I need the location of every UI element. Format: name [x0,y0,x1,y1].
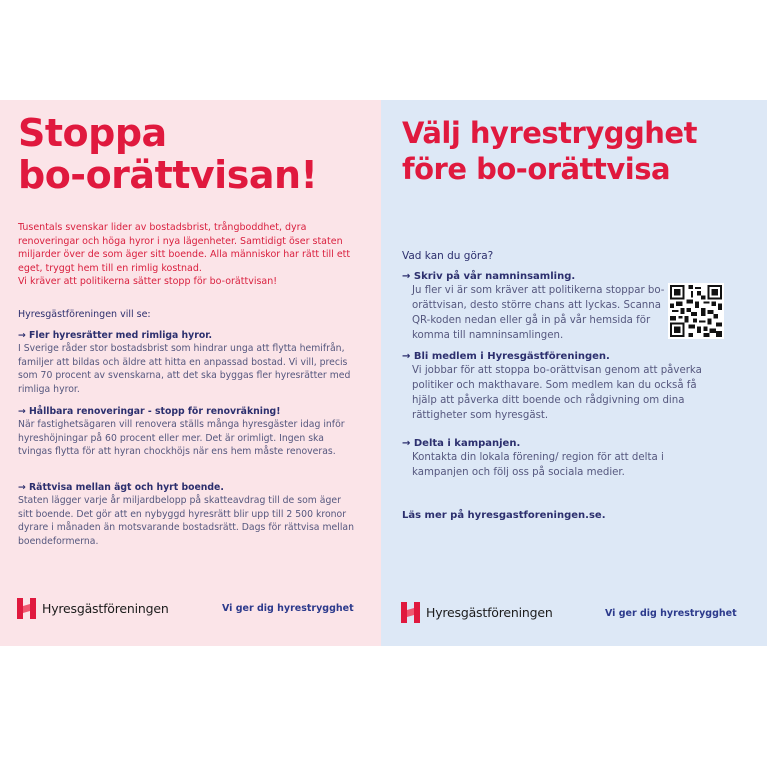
right-panel [381,100,767,646]
left-title [18,112,317,196]
hyresgastforeningen-logo [17,598,169,619]
action-item [402,437,702,480]
action-item [402,350,702,423]
read-more-link[interactable]: Läs mer på hyresgastforeningen.se. [402,510,606,521]
right-title-line2: före bo-orättvisa [402,152,671,186]
action-body: Vi jobbar för att stoppa bo-orättvisan genom att påverka politiker och makthavare. Som medlem kan du också få hjälp att påverka ditt boende och rådgivning om dina rättigheter som hyresgäst. [412,365,702,421]
right-title [402,115,697,187]
action-heading: → Skriv på vår namninsamling. [402,271,576,282]
h-logo-icon [17,598,36,619]
demand-body: I Sverige råder stor bostadsbrist som hindrar unga att flytta hemifrån, familjer att bildas och äldre att hitta en anpassad bostad. Vi vill, precis som 70 procent av svenskarna, att det ska byggas fler hyresrätter med rimliga hyror. [18,343,351,395]
intro-demand: Vi kräver att politikerna sätter stopp för bo-orättvisan! [18,276,278,288]
qr-code-icon[interactable] [668,283,724,339]
logo-wordmark: Hyresgästföreningen [42,601,169,616]
intro-paragraph: Tusentals svenskar lider av bostadsbrist, trångboddhet, dyra renoveringar och höga hyror i nya lägenheter. Samtidigt öser staten miljarder över de som äger sitt boende. Alla människor har rätt till ett eget, tryggt hem till en rimlig kostnad. [18,222,351,274]
demand-point [18,329,358,396]
demand-point [18,481,358,548]
demand-heading: → Fler hyresrätter med rimliga hyror. [18,330,212,341]
demand-body: Staten lägger varje år miljardbelopp på skatteavdrag till de som äger sitt boende. Det gör att en nybyggd hyresrätt blir upp till 2 500 kronor dyrare i månaden än motsvarande bostadsrätt. Dags för rättvisa mellan boendeformerna. [18,495,354,547]
right-title-line1: Välj hyrestrygghet [402,116,697,150]
demands-lead: Hyresgästföreningen vill se: [18,309,151,320]
demand-point [18,405,358,459]
left-title-line1: Stoppa [18,111,167,155]
action-body: Ju fler vi är som kräver att politikerna stoppar bo-orättvisan, desto större chans att lyckas. Scanna QR-koden nedan eller gå in på vår hemsida för komma till namninsamlingen. [412,285,665,341]
logo-wordmark: Hyresgästföreningen [426,605,553,620]
h-logo-icon [401,602,420,623]
hyresgastforeningen-logo [401,602,553,623]
left-panel [0,100,381,646]
slogan: Vi ger dig hyrestrygghet [605,608,737,619]
demand-heading: → Hållbara renoveringar - stopp för renovräkning! [18,406,281,417]
intro-text [18,221,363,289]
action-heading: → Delta i kampanjen. [402,438,521,449]
slogan: Vi ger dig hyrestrygghet [222,603,354,614]
flyer [0,100,767,646]
action-body: Kontakta din lokala förening/ region för att delta i kampanjen och följ oss på sociala medier. [412,452,664,478]
action-item [402,270,702,343]
left-title-line2: bo-orättvisan! [18,153,318,197]
action-heading: → Bli medlem i Hyresgästföreningen. [402,351,610,362]
demand-heading: → Rättvisa mellan ägt och hyrt boende. [18,482,224,493]
what-can-you-do: Vad kan du göra? [402,250,494,262]
demand-body: När fastighetsägaren vill renovera ställs många hyresgäster idag inför hyreshöjningar på 60 procent eller mer. Det är orimligt. Ingen ska tvingas flytta för att hyran chockhöjs när ens hem måste renoveras. [18,419,345,457]
